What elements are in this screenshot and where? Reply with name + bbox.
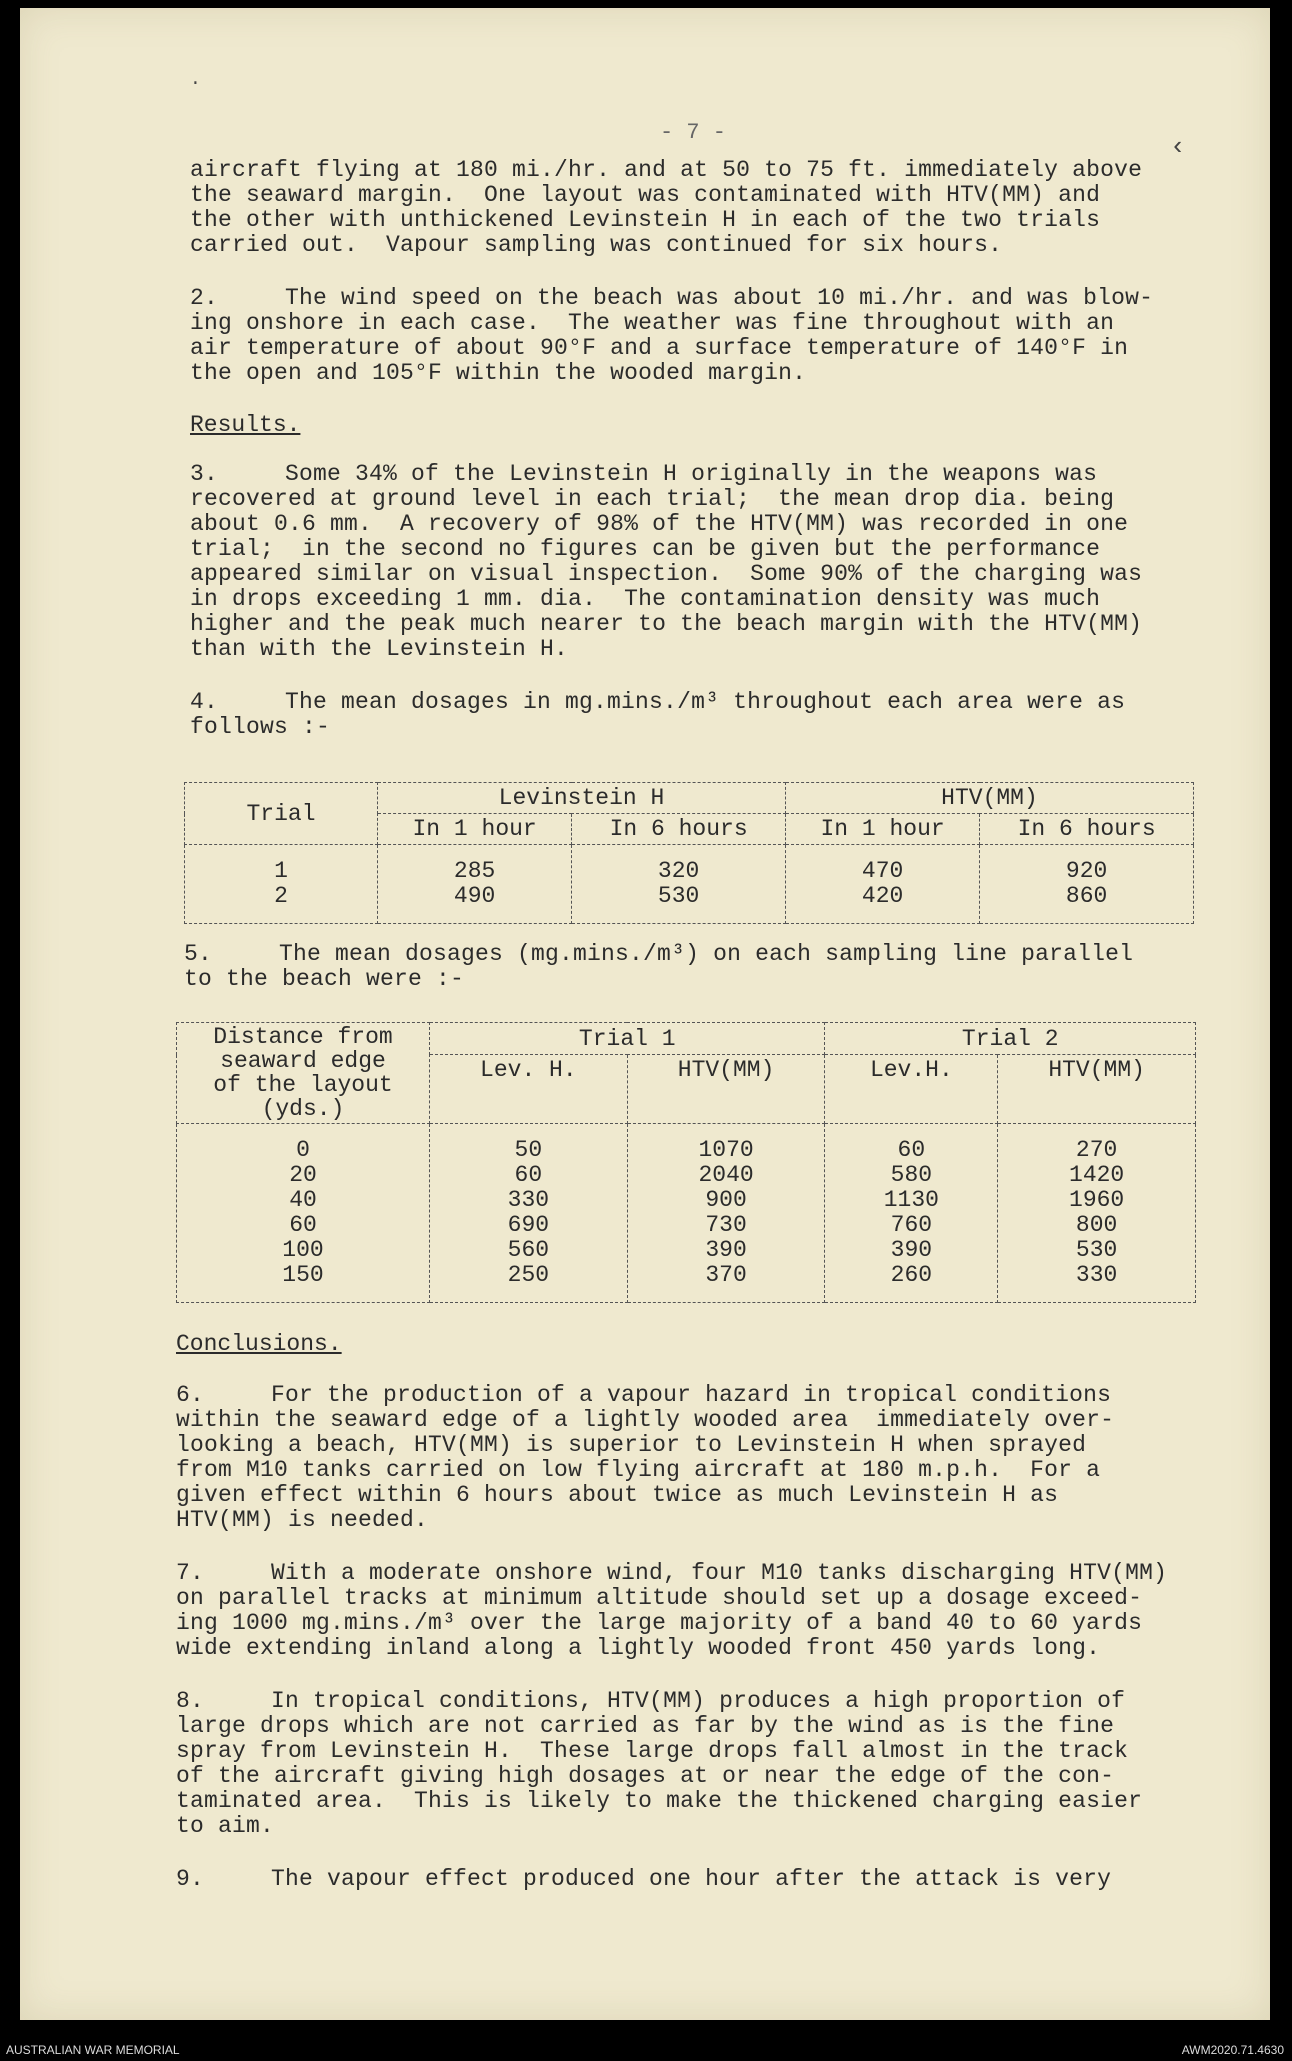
subheader-lev-1h: In 1 hour (378, 814, 572, 845)
paragraph-number: 6. (176, 1382, 205, 1408)
group-header-trial-1: Trial 1 (430, 1023, 825, 1055)
footer-institution: AUSTRALIAN WAR MEMORIAL (6, 2043, 180, 2057)
paragraph-4 (190, 690, 1210, 740)
subheader-htv-6h: In 6 hours (980, 814, 1194, 845)
paragraph-text: With a moderate onshore wind, four M10 tanks discharging HTV(MM) on parallel tracks at minimum altitude should set up a dosage exceed- ing 1000 mg.mins./m³ over the large majority of a band 40 to 60 yards wide extending inland along a lightly wooded front 450 yards long. (176, 1560, 1168, 1661)
dosage-table-area (184, 782, 1194, 924)
paragraph-text: The wind speed on the beach was about 10 mi./hr. and was blow- ing onshore in each case. The weather was fine throughout with an air temperature of about 90°F and a surface temperature of 140°F in the open and 105°F within the wooded margin. (190, 285, 1154, 386)
paragraph-2 (190, 286, 1210, 386)
paragraph-number: 5. (184, 941, 213, 967)
paragraph-number: 2. (190, 285, 219, 311)
subheader-htv-1h: In 1 hour (785, 814, 979, 845)
archive-footer (0, 2021, 1292, 2061)
paragraph-text: In tropical conditions, HTV(MM) produces a high proportion of large drops which are not carried as far by the wind as is the fine spray from Levinstein H. These large drops fall almost in the track of the aircraft giving high dosages at or near the edge of the con- taminated area. This is likely to make the thickened charging easier to aim. (176, 1688, 1143, 1839)
col-distance-header: Distance from seaward edge of the layout (yds.) (177, 1023, 430, 1124)
subheader-lev-6h: In 6 hours (572, 814, 786, 845)
group-header-levinstein: Levinstein H (378, 783, 786, 814)
paragraph-number: 7. (176, 1560, 205, 1586)
paragraph-number: 8. (176, 1688, 205, 1714)
conclusions-heading: Conclusions. (176, 1331, 342, 1357)
htv-6h-values: 920 860 (980, 845, 1194, 924)
trial-values: 1 2 (185, 845, 378, 924)
document-body (176, 157, 1210, 1892)
t2-htv-values: 270 1420 1960 800 530 330 (998, 1124, 1196, 1303)
paragraph-9 (176, 1867, 1210, 1892)
paragraph-3 (190, 462, 1210, 662)
subheader-t2-htv: HTV(MM) (998, 1055, 1196, 1124)
lev-1h-values: 285 490 (378, 845, 572, 924)
subheader-t1-htv: HTV(MM) (627, 1055, 825, 1124)
dosage-table-sampling-lines (176, 1022, 1196, 1303)
subheader-t1-lev: Lev. H. (430, 1055, 628, 1124)
group-header-trial-2: Trial 2 (825, 1023, 1196, 1055)
document-page (20, 8, 1270, 2020)
page-number: - 7 - (660, 120, 727, 145)
col-trial-header: Trial (185, 783, 378, 845)
lev-6h-values: 320 530 (572, 845, 786, 924)
paragraph-6 (176, 1383, 1210, 1533)
paragraph-8 (176, 1689, 1210, 1839)
paragraph-number: 3. (190, 461, 219, 487)
t1-lev-values: 50 60 330 690 560 250 (430, 1124, 628, 1303)
paragraph-text: For the production of a vapour hazard in tropical conditions within the seaward edge of a lightly wooded area immediately over- looking a beach, HTV(MM) is superior to Levinstein H when sprayed from M10 tanks carried on low flying aircraft at 180 m.p.h. For a given effect within 6 hours about twice as much Levinstein H as HTV(MM) is needed. (176, 1382, 1115, 1533)
paragraph-text: The vapour effect produced one hour after the attack is very (271, 1866, 1112, 1892)
paragraph-5 (184, 942, 1210, 992)
results-heading: Results. (190, 412, 301, 438)
footer-reference: AWM2020.71.4630 (1181, 2043, 1284, 2057)
punch-mark: · (190, 74, 201, 94)
htv-1h-values: 470 420 (785, 845, 979, 924)
paragraph-number: 4. (190, 689, 219, 715)
subheader-t2-lev: Lev.H. (825, 1055, 998, 1124)
t1-htv-values: 1070 2040 900 730 390 370 (627, 1124, 825, 1303)
paragraph-text: The mean dosages in mg.mins./m³ throughout each area were as follows :- (190, 689, 1126, 740)
paragraph-text: Some 34% of the Levinstein H originally in the weapons was recovered at ground level in each trial; the mean drop dia. being about 0.6 mm. A recovery of 98% of the HTV(MM) was recorded in one trial; in the second no figures can be given but the performance appeared similar on visual inspection. Some 90% of the charging was in drops exceeding 1 mm. dia. The contamination density was much higher and the peak much nearer to the beach margin with the HTV(MM) than with the Levinstein H. (190, 461, 1143, 662)
paragraph-7 (176, 1561, 1210, 1661)
t2-lev-values: 60 580 1130 760 390 260 (825, 1124, 998, 1303)
distance-values: 0 20 40 60 100 150 (177, 1124, 430, 1303)
group-header-htv: HTV(MM) (785, 783, 1193, 814)
paragraph-text: The mean dosages (mg.mins./m³) on each sampling line parallel to the beach were :- (184, 941, 1134, 992)
paragraph-intro: aircraft flying at 180 mi./hr. and at 50 to 75 ft. immediately above the seaward margin. One layout was contaminated with HTV(MM) and the other with unthickened Levinstein H in each of the two trials carried out. Vapour sampling was continued for six hours. (190, 157, 1143, 258)
paper-clip-mark: ‹ (1170, 132, 1186, 162)
paragraph-number: 9. (176, 1866, 205, 1892)
